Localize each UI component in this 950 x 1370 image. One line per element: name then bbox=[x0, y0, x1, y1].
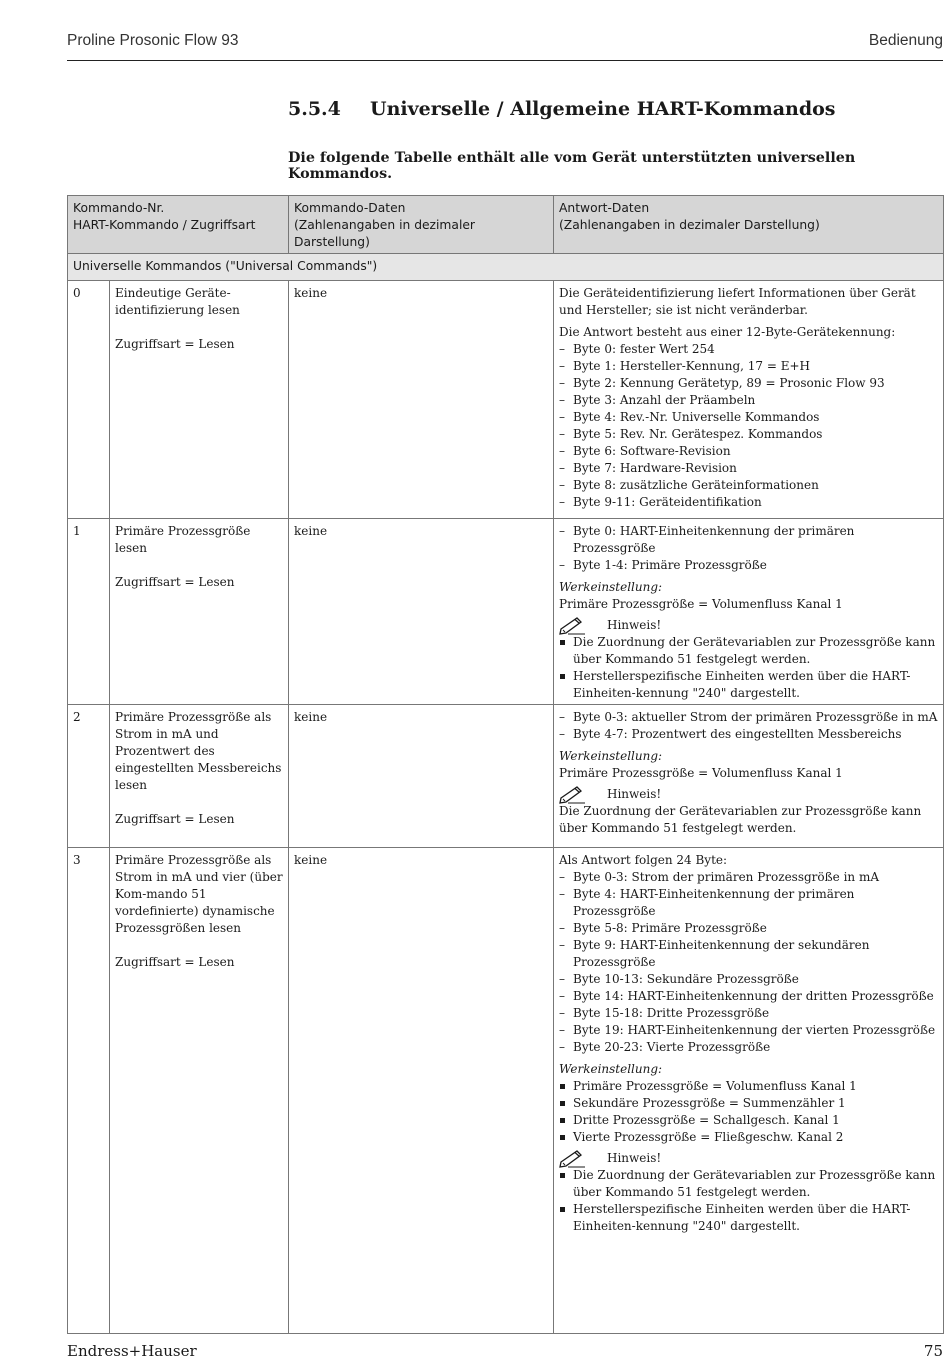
list-item: Dritte Prozessgröße = Schallgesch. Kanal 1 bbox=[559, 1112, 938, 1129]
factory-setting-label: Werkeinstellung: bbox=[559, 749, 663, 763]
command-name: Primäre Prozessgröße als Strom in mA und vier (über Kom-mando 51 vordefinierte) dynamische Prozessgrößen lesen bbox=[115, 853, 283, 935]
note-list bbox=[559, 1167, 938, 1235]
list-item: – Byte 19: HART-Einheitenkennung der vierten Prozessgröße bbox=[559, 1022, 938, 1039]
command-number: 3 bbox=[68, 848, 110, 1334]
list-item: Sekundäre Prozessgröße = Summenzähler 1 bbox=[559, 1095, 938, 1112]
byte-list bbox=[559, 341, 938, 511]
header-response-data bbox=[554, 196, 944, 254]
list-item: – Byte 0-3: Strom der primären Prozessgröße in mA bbox=[559, 869, 938, 886]
byte-list bbox=[559, 869, 938, 1056]
response-paragraph: Die Antwort besteht aus einer 12-Byte-Gerätekennung: bbox=[559, 325, 896, 339]
header-product: Proline Prosonic Flow 93 bbox=[67, 32, 239, 49]
list-item: Herstellerspezifische Einheiten werden über die HART-Einheiten-kennung "240" dargestellt. bbox=[559, 668, 938, 702]
command-name-cell bbox=[110, 281, 289, 519]
access-type: Zugriffsart = Lesen bbox=[115, 955, 235, 969]
table-header-row bbox=[68, 196, 944, 254]
header-command bbox=[68, 196, 289, 254]
list-item: Die Zuordnung der Gerätevariablen zur Prozessgröße kann über Kommando 51 festgelegt werden. bbox=[559, 1167, 938, 1201]
list-item: – Byte 4-7: Prozentwert des eingestellten Messbereichs bbox=[559, 726, 938, 743]
list-item: – Byte 9-11: Geräteidentifikation bbox=[559, 494, 938, 511]
command-data: keine bbox=[289, 848, 554, 1334]
command-number: 0 bbox=[68, 281, 110, 519]
byte-list bbox=[559, 523, 938, 574]
list-item: – Byte 0: HART-Einheitenkennung der primären Prozessgröße bbox=[559, 523, 938, 557]
pencil-note-icon bbox=[559, 1148, 587, 1168]
header-command-data bbox=[289, 196, 554, 254]
list-item: – Byte 20-23: Vierte Prozessgröße bbox=[559, 1039, 938, 1056]
command-name: Eindeutige Geräte-identifizierung lesen bbox=[115, 286, 240, 317]
command-number: 2 bbox=[68, 705, 110, 848]
command-name: Primäre Prozessgröße als Strom in mA und Prozentwert des eingestellten Messbereichs lesen bbox=[115, 710, 282, 792]
access-type: Zugriffsart = Lesen bbox=[115, 812, 235, 826]
list-item: Herstellerspezifische Einheiten werden über die HART-Einheiten-kennung "240" dargestellt. bbox=[559, 1201, 938, 1235]
note-list bbox=[559, 634, 938, 702]
command-name: Primäre Prozessgröße lesen bbox=[115, 524, 251, 555]
header-command-line2: HART-Kommando / Zugriffsart bbox=[73, 218, 256, 232]
factory-setting-label: Werkeinstellung: bbox=[559, 1062, 663, 1076]
response-intro: Als Antwort folgen 24 Byte: bbox=[559, 853, 728, 867]
byte-list bbox=[559, 709, 938, 743]
pencil-note-icon bbox=[559, 784, 587, 804]
list-item: – Byte 0: fester Wert 254 bbox=[559, 341, 938, 358]
note-label: Hinweis! bbox=[607, 1151, 662, 1165]
note-label: Hinweis! bbox=[607, 618, 662, 632]
command-name-cell bbox=[110, 519, 289, 705]
list-item: – Byte 14: HART-Einheitenkennung der dritten Prozessgröße bbox=[559, 988, 938, 1005]
command-name-cell bbox=[110, 848, 289, 1334]
table-row bbox=[68, 705, 944, 848]
group-row bbox=[68, 254, 944, 281]
pencil-note-icon bbox=[559, 615, 587, 635]
header-command-line1: Kommando-Nr. bbox=[73, 201, 165, 215]
list-item: – Byte 5: Rev. Nr. Gerätespez. Kommandos bbox=[559, 426, 938, 443]
response-data bbox=[554, 519, 944, 705]
page-footer bbox=[67, 1342, 943, 1360]
command-table bbox=[67, 195, 944, 1334]
table-row bbox=[68, 519, 944, 705]
response-paragraph: Die Geräteidentifizierung liefert Informationen über Gerät und Hersteller; sie ist nicht veränderbar. bbox=[559, 286, 916, 317]
section-number: 5.5.4 bbox=[288, 98, 341, 120]
note-label: Hinweis! bbox=[607, 787, 662, 801]
factory-setting-text: Primäre Prozessgröße = Volumenfluss Kanal 1 bbox=[559, 766, 843, 780]
header-response-data-line1: Antwort-Daten bbox=[559, 201, 650, 215]
factory-setting-label: Werkeinstellung: bbox=[559, 580, 663, 594]
command-data: keine bbox=[289, 281, 554, 519]
command-name-cell bbox=[110, 705, 289, 848]
footer-company: Endress+Hauser bbox=[67, 1342, 197, 1360]
command-number: 1 bbox=[68, 519, 110, 705]
note bbox=[559, 617, 938, 634]
header-response-data-line2: (Zahlenangaben in dezimaler Darstellung) bbox=[559, 218, 820, 232]
header-command-data-line2: (Zahlenangaben in dezimaler Darstellung) bbox=[294, 218, 475, 249]
table-row bbox=[68, 848, 944, 1334]
list-item: – Byte 1: Hersteller-Kennung, 17 = E+H bbox=[559, 358, 938, 375]
response-data bbox=[554, 281, 944, 519]
table-row bbox=[68, 281, 944, 519]
list-item: – Byte 4: Rev.-Nr. Universelle Kommandos bbox=[559, 409, 938, 426]
list-item: – Byte 6: Software-Revision bbox=[559, 443, 938, 460]
note-text: Die Zuordnung der Gerätevariablen zur Prozessgröße kann über Kommando 51 festgelegt werden. bbox=[559, 804, 922, 835]
command-data: keine bbox=[289, 519, 554, 705]
header-chapter: Bedienung bbox=[868, 32, 943, 49]
command-data: keine bbox=[289, 705, 554, 848]
factory-setting-text: Primäre Prozessgröße = Volumenfluss Kanal 1 bbox=[559, 597, 843, 611]
list-item: – Byte 4: HART-Einheitenkennung der primären Prozessgröße bbox=[559, 886, 938, 920]
list-item: – Byte 7: Hardware-Revision bbox=[559, 460, 938, 477]
note bbox=[559, 1150, 938, 1167]
note bbox=[559, 786, 938, 803]
group-label: Universelle Kommandos ("Universal Commands") bbox=[68, 254, 944, 281]
list-item: – Byte 10-13: Sekundäre Prozessgröße bbox=[559, 971, 938, 988]
header-command-data-line1: Kommando-Daten bbox=[294, 201, 406, 215]
list-item: – Byte 3: Anzahl der Präambeln bbox=[559, 392, 938, 409]
list-item: – Byte 15-18: Dritte Prozessgröße bbox=[559, 1005, 938, 1022]
list-item: Vierte Prozessgröße = Fließgeschw. Kanal 2 bbox=[559, 1129, 938, 1146]
access-type: Zugriffsart = Lesen bbox=[115, 337, 235, 351]
list-item: – Byte 1-4: Primäre Prozessgröße bbox=[559, 557, 938, 574]
list-item: Die Zuordnung der Gerätevariablen zur Prozessgröße kann über Kommando 51 festgelegt werden. bbox=[559, 634, 938, 668]
response-data bbox=[554, 705, 944, 848]
list-item: – Byte 9: HART-Einheitenkennung der sekundären Prozessgröße bbox=[559, 937, 938, 971]
list-item: – Byte 8: zusätzliche Geräteinformationen bbox=[559, 477, 938, 494]
section-title: Universelle / Allgemeine HART-Kommandos bbox=[370, 98, 836, 120]
factory-setting-list bbox=[559, 1078, 938, 1146]
section-heading bbox=[288, 98, 835, 120]
response-data bbox=[554, 848, 944, 1334]
intro-text: Die folgende Tabelle enthält alle vom Gerät unterstützten universellen Kommandos. bbox=[288, 150, 856, 182]
list-item: – Byte 5-8: Primäre Prozessgröße bbox=[559, 920, 938, 937]
list-item: – Byte 0-3: aktueller Strom der primären Prozessgröße in mA bbox=[559, 709, 938, 726]
page-header bbox=[67, 30, 943, 61]
list-item: Primäre Prozessgröße = Volumenfluss Kanal 1 bbox=[559, 1078, 938, 1095]
access-type: Zugriffsart = Lesen bbox=[115, 575, 235, 589]
list-item: – Byte 2: Kennung Gerätetyp, 89 = Prosonic Flow 93 bbox=[559, 375, 938, 392]
page-number: 75 bbox=[923, 1342, 943, 1360]
